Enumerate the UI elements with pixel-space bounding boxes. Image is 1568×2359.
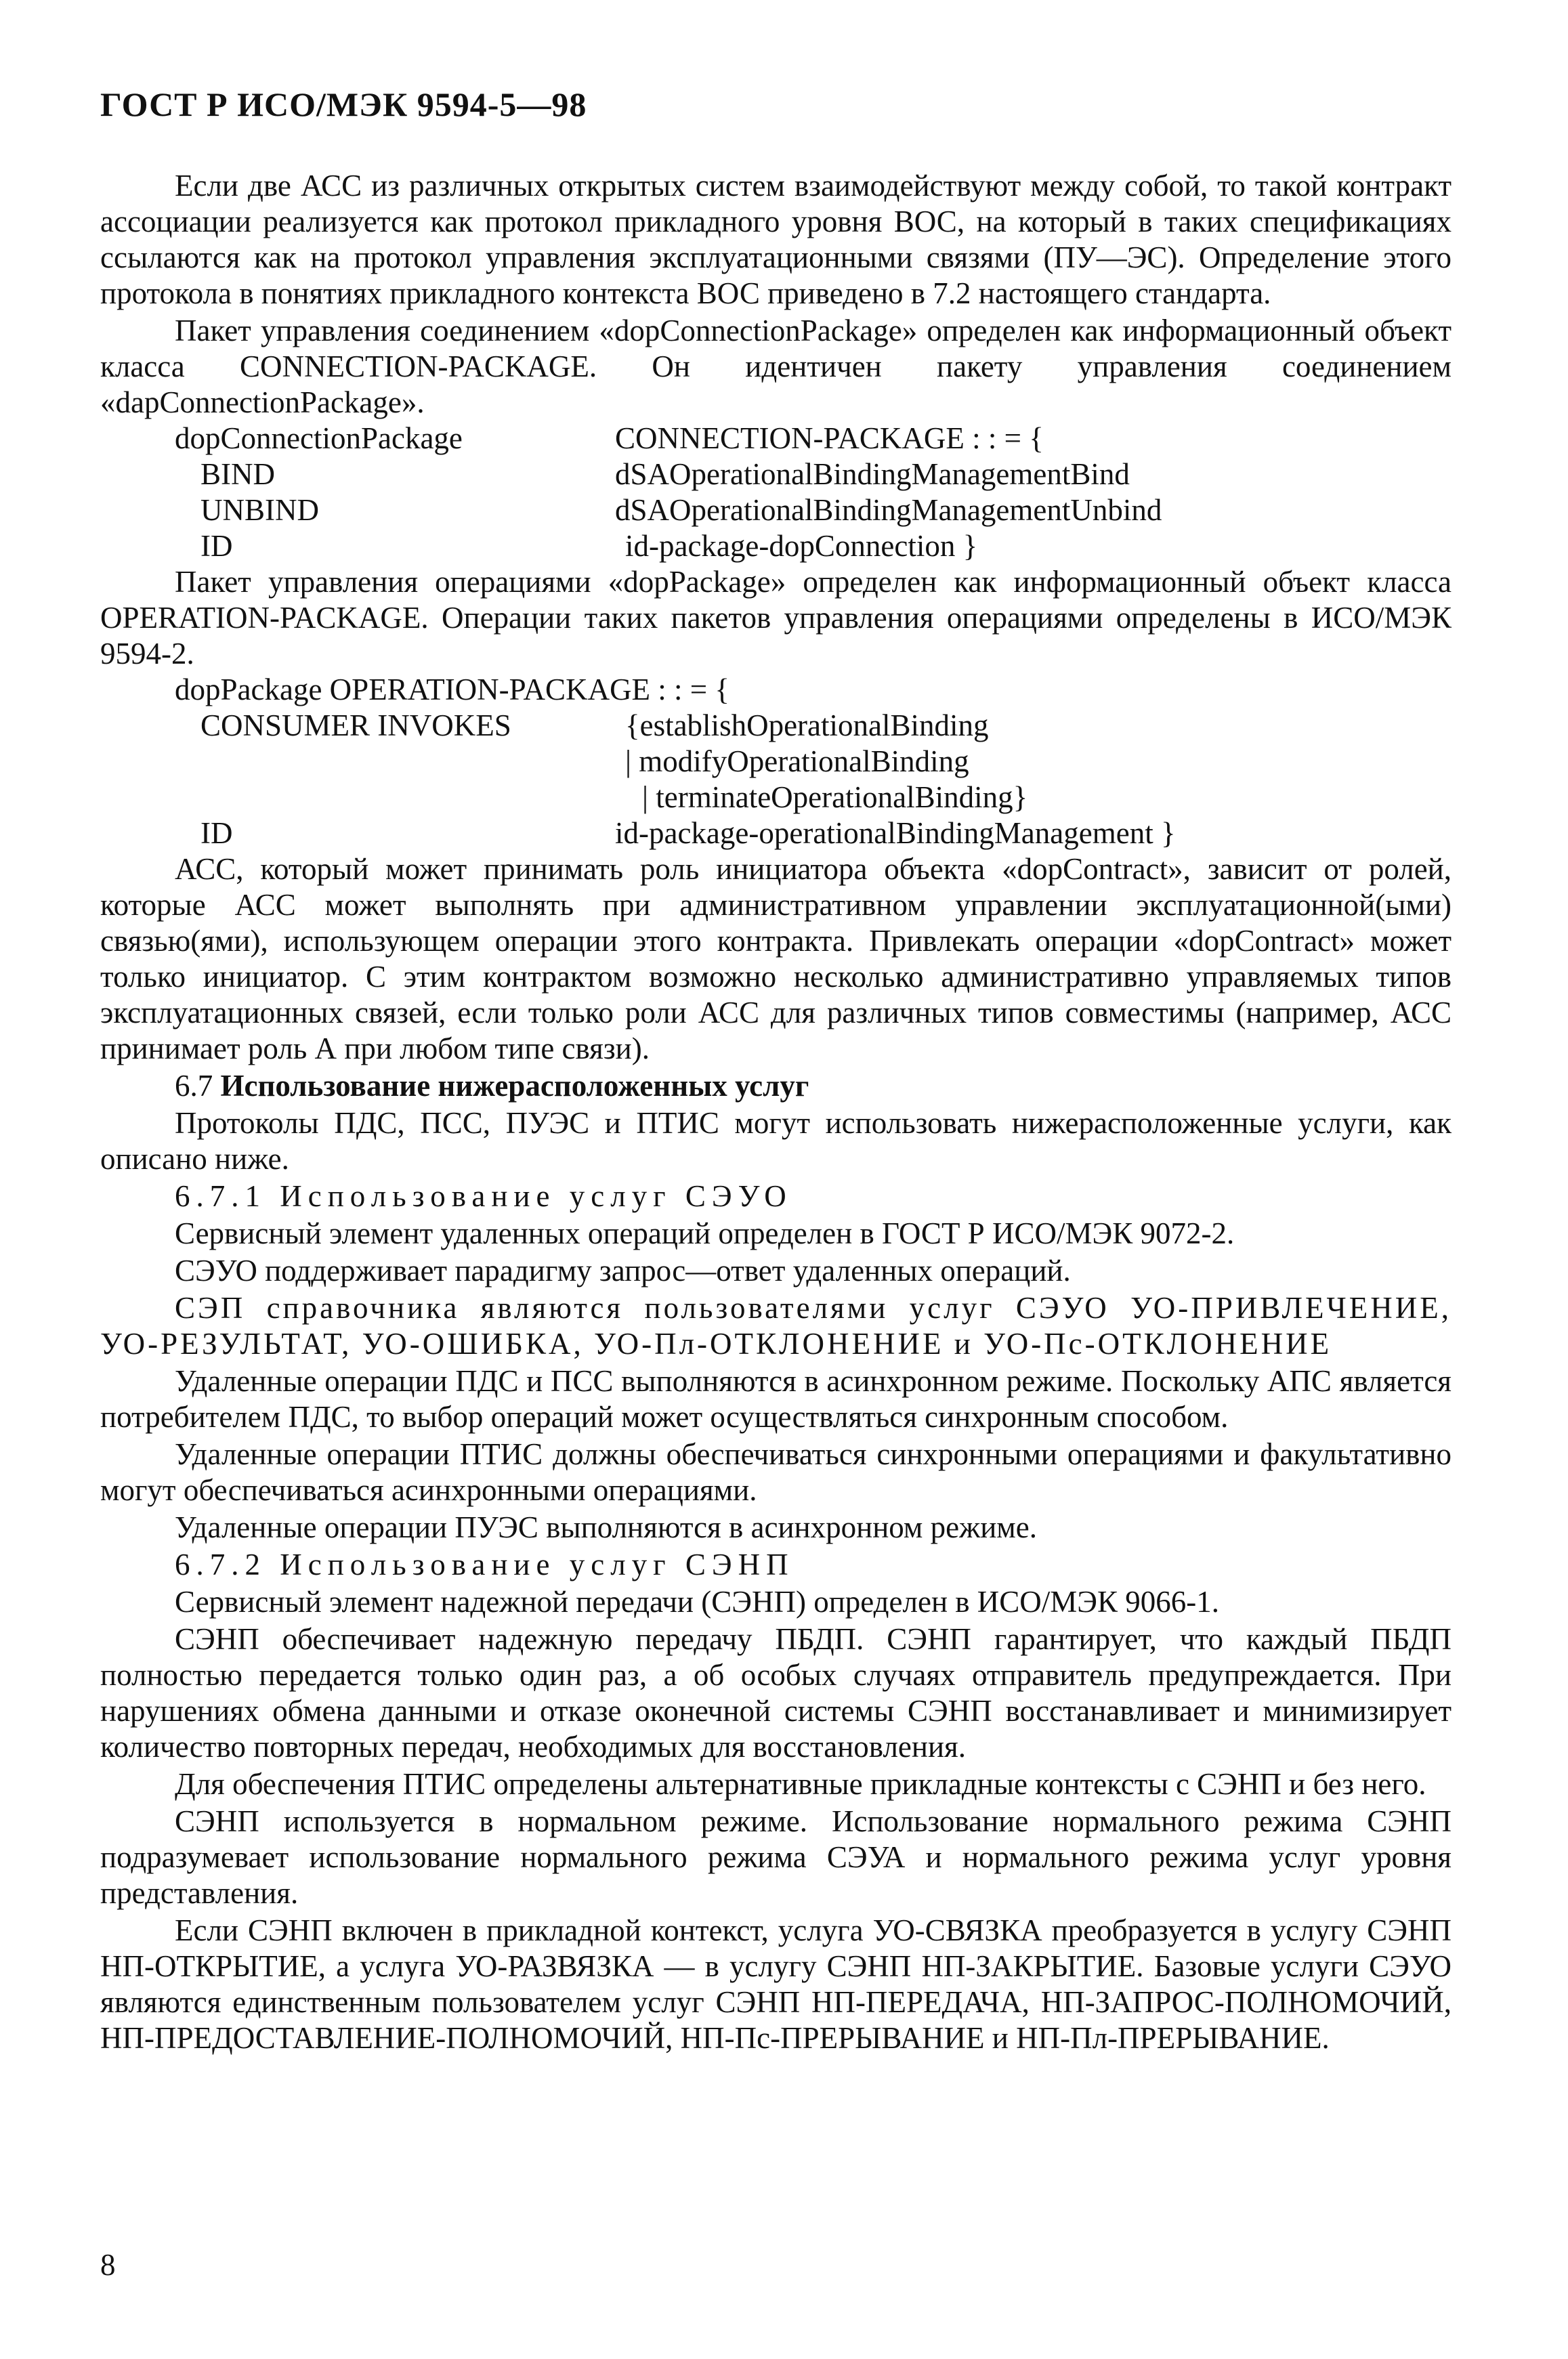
code-value: id-package-operationalBindingManagement } [615, 816, 1176, 850]
code-value: dSAOperationalBindingManagementBind [615, 457, 1130, 491]
paragraph: Пакет управления соединением «dopConnectionPackage» определен как информационный объект класса CONNECTION-PACKAGE. Он идентичен пакету управления соединением «dapConnectionPackage». [100, 314, 1452, 419]
code-value: | terminateOperationalBinding} [642, 780, 1028, 814]
code-value: id-package-dopConnection } [625, 529, 978, 563]
paragraph: Удаленные операции ПДС и ПСС выполняются в асинхронном режиме. Поскольку АПС является потребителем ПДС, то выбор операций может осуществляться синхронным способом. [100, 1364, 1452, 1434]
code-name: dopConnectionPackage [175, 421, 463, 455]
code-value: {establishOperationalBinding [625, 708, 989, 742]
paragraph: Если СЭНП включен в прикладной контекст, услуга УО-СВЯЗКА преобразуется в услугу СЭНП НП-ОТКРЫТИЕ, а услуга УО-РАЗВЯЗКА — в услугу СЭНП НП-ЗАКРЫТИЕ. Базовые услуги СЭУО являются единственным пользователем услуг СЭНП НП-ПЕРЕДАЧА, НП-ЗАПРОС-ПОЛНОМОЧИЙ, НП-ПРЕДОСТАВЛЕНИЕ-ПОЛНОМОЧИЙ, НП-Пс-ПРЕРЫВАНИЕ и НП-Пл-ПРЕРЫВАНИЕ. [100, 1913, 1452, 2055]
paragraph: СЭНП обеспечивает надежную передачу ПБДП. СЭНП гарантирует, что каждый ПБДП полностью передается только один раз, а об особых случаях отправитель предупреждается. При нарушениях обмена данными и отказе оконечной системы СЭНП восстанавливает и минимизирует количество повторных передач, необходимых для восстановления. [100, 1622, 1452, 1764]
paragraph: СЭНП используется в нормальном режиме. Использование нормального режима СЭНП подразумевает использование нормального режима СЭУА и нормального режима услуг уровня представления. [100, 1804, 1452, 1910]
paragraph: Если две АСС из различных открытых систем взаимодействуют между собой, то такой контракт ассоциации реализуется как протокол прикладного уровня ВОС, на который в таких спецификациях ссылаются как на протокол управления эксплуатационными связями (ПУ—ЭС). Определение этого протокола в понятиях прикладного контекста ВОС приведено в 7.2 настоящего стандарта. [100, 169, 1452, 310]
code-def: CONNECTION-PACKAGE : : = { [615, 421, 1044, 455]
paragraph: СЭУО поддерживает парадигму запрос—ответ удаленных операций. [175, 1254, 1071, 1288]
code-block-operation-package [100, 672, 1452, 851]
paragraph: Сервисный элемент надежной передачи (СЭНП) определен в ИСО/МЭК 9066-1. [175, 1585, 1220, 1619]
code-key: UNBIND [200, 493, 319, 527]
section-title: Использование нижерасположенных услуг [220, 1069, 809, 1103]
code-key: BIND [200, 457, 275, 491]
section-number: 6.7 [175, 1069, 213, 1103]
paragraph: АСС, который может принимать роль инициатора объекта «dopContract», зависит от ролей, которые АСС может выполнять при административном управлении эксплуатационной(ыми) связью(ями), использующем операции этого контракта. Привлекать операции «dopContract» может только инициатор. С этим контрактом возможно несколько административно управляемых типов эксплуатационных связей, если только роли АСС для различных типов совместимы (например, АСС принимает роль А при любом типе связи). [100, 852, 1452, 1065]
code-value: dSAOperationalBindingManagementUnbind [615, 493, 1162, 527]
code-value: | modifyOperationalBinding [625, 744, 969, 778]
subsection-heading-6-7-2: 6.7.2 Использование услуг СЭНП [175, 1548, 794, 1581]
subsection-heading-6-7-1: 6.7.1 Использование услуг СЭУО [175, 1179, 792, 1213]
code-key: ID [200, 529, 233, 563]
paragraph: Удаленные операции ПТИС должны обеспечиваться синхронными операциями и факультативно могут обеспечиваться асинхронными операциями. [100, 1437, 1452, 1507]
page-number: 8 [100, 2248, 116, 2282]
code-key: CONSUMER INVOKES [200, 708, 511, 742]
section-heading-6-7 [100, 1068, 1452, 1104]
paragraph: Пакет управления операциями «dopPackage» определен как информационный объект класса OPERATION-PACKAGE. Операции таких пакетов управления операциями определены в ИСО/МЭК 9594-2. [100, 565, 1452, 671]
code-block-connection-package [100, 421, 1452, 564]
page-header: ГОСТ Р ИСО/МЭК 9594-5—98 [100, 85, 587, 123]
paragraph: Протоколы ПДС, ПСС, ПУЭС и ПТИС могут использовать нижерасположенные услуги, как описано ниже. [100, 1106, 1452, 1176]
paragraph: Сервисный элемент удаленных операций определен в ГОСТ Р ИСО/МЭК 9072-2. [175, 1216, 1235, 1250]
code-key: ID [200, 816, 233, 850]
page-content [100, 168, 1452, 2056]
code-head: dopPackage OPERATION-PACKAGE : : = { [175, 673, 730, 706]
paragraph: СЭП справочника являются пользователями услуг СЭУО УО-ПРИВЛЕЧЕНИЕ, УО-РЕЗУЛЬТАТ, УО-ОШИБКА, УО-Пл-ОТКЛОНЕНИЕ и УО-Пс-ОТКЛОНЕНИЕ [100, 1291, 1452, 1361]
paragraph: Удаленные операции ПУЭС выполняются в асинхронном режиме. [175, 1510, 1037, 1544]
paragraph: Для обеспечения ПТИС определены альтернативные прикладные контексты с СЭНП и без него. [175, 1767, 1426, 1801]
